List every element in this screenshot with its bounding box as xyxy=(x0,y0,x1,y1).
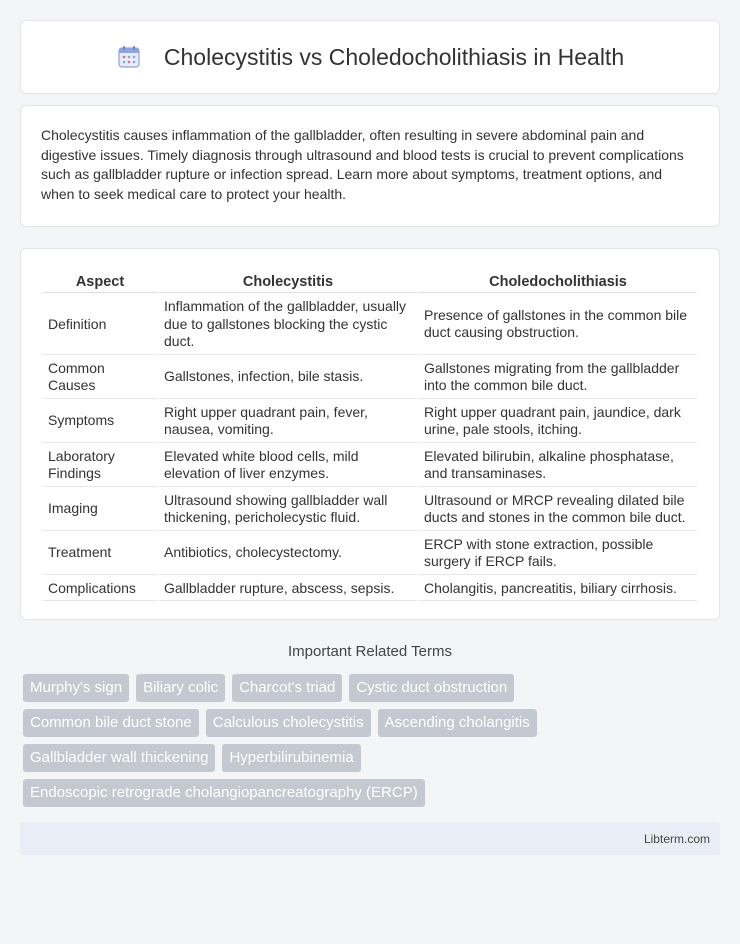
related-term-tag[interactable]: Endoscopic retrograde cholangiopancreatography (ERCP) xyxy=(23,779,425,807)
related-term-tag[interactable]: Hyperbilirubinemia xyxy=(222,744,360,772)
cell-aspect: Complications xyxy=(43,577,157,602)
cell-aspect: Common Causes xyxy=(43,357,157,399)
header-card xyxy=(20,20,720,94)
comparison-table-card xyxy=(20,248,720,620)
table-row xyxy=(43,357,697,399)
intro-card xyxy=(20,105,720,227)
related-term-tag[interactable]: Calculous cholecystitis xyxy=(206,709,371,737)
cell-aspect: Treatment xyxy=(43,533,157,575)
related-terms-list xyxy=(20,674,640,807)
header-choledocholithiasis: Choledocholithiasis xyxy=(419,271,697,293)
document-icon xyxy=(116,44,142,70)
cell-aspect: Symptoms xyxy=(43,401,157,443)
cell-choledocholithiasis: Ultrasound or MRCP revealing dilated bile ducts and stones in the common bile duct. xyxy=(419,489,697,531)
header-aspect: Aspect xyxy=(43,271,157,293)
cell-choledocholithiasis: ERCP with stone extraction, possible surgery if ERCP fails. xyxy=(419,533,697,575)
cell-choledocholithiasis: Gallstones migrating from the gallbladder into the common bile duct. xyxy=(419,357,697,399)
cell-choledocholithiasis: Elevated bilirubin, alkaline phosphatase, and transaminases. xyxy=(419,445,697,487)
table-row xyxy=(43,489,697,531)
cell-choledocholithiasis: Cholangitis, pancreatitis, biliary cirrhosis. xyxy=(419,577,697,602)
related-term-tag[interactable]: Gallbladder wall thickening xyxy=(23,744,215,772)
related-term-tag[interactable]: Common bile duct stone xyxy=(23,709,199,737)
related-term-tag[interactable]: Cystic duct obstruction xyxy=(349,674,514,702)
table-row xyxy=(43,445,697,487)
table-row xyxy=(43,533,697,575)
related-term-tag[interactable]: Charcot's triad xyxy=(232,674,342,702)
intro-text: Cholecystitis causes inflammation of the gallbladder, often resulting in severe abdominal pain and digestive issues. Timely diagnosis through ultrasound and blood tests is crucial to prevent complications such as gallbladder rupture or infection spread. Learn more about symptoms, treatment options, and when to seek medical care to protect your health. xyxy=(41,127,684,202)
table-row xyxy=(43,577,697,602)
header-cholecystitis: Cholecystitis xyxy=(159,271,417,293)
table-row xyxy=(43,401,697,443)
cell-choledocholithiasis: Right upper quadrant pain, jaundice, dark urine, pale stools, itching. xyxy=(419,401,697,443)
table-body xyxy=(43,295,697,601)
related-term-tag[interactable]: Biliary colic xyxy=(136,674,225,702)
table-row xyxy=(43,295,697,355)
cell-cholecystitis: Gallstones, infection, bile stasis. xyxy=(159,357,417,399)
footer-brand[interactable]: Libterm.com xyxy=(643,831,710,846)
cell-aspect: Definition xyxy=(43,295,157,355)
comparison-table xyxy=(41,269,699,603)
related-term-tag[interactable]: Murphy's sign xyxy=(23,674,129,702)
cell-cholecystitis: Antibiotics, cholecystectomy. xyxy=(159,533,417,575)
related-term-tag[interactable]: Ascending cholangitis xyxy=(378,709,537,737)
cell-cholecystitis: Gallbladder rupture, abscess, sepsis. xyxy=(159,577,417,602)
cell-cholecystitis: Inflammation of the gallbladder, usually due to gallstones blocking the cystic duct. xyxy=(159,295,417,355)
page-title: Cholecystitis vs Choledocholithiasis in Health xyxy=(163,43,625,70)
cell-cholecystitis: Right upper quadrant pain, fever, nausea, vomiting. xyxy=(159,401,417,443)
footer xyxy=(20,822,720,855)
cell-aspect: Laboratory Findings xyxy=(43,445,157,487)
cell-cholecystitis: Elevated white blood cells, mild elevation of liver enzymes. xyxy=(159,445,417,487)
related-terms-title: Important Related Terms xyxy=(288,643,452,660)
cell-cholecystitis: Ultrasound showing gallbladder wall thickening, pericholecystic fluid. xyxy=(159,489,417,531)
cell-aspect: Imaging xyxy=(43,489,157,531)
cell-choledocholithiasis: Presence of gallstones in the common bile duct causing obstruction. xyxy=(419,295,697,355)
table-header-row xyxy=(43,271,697,293)
